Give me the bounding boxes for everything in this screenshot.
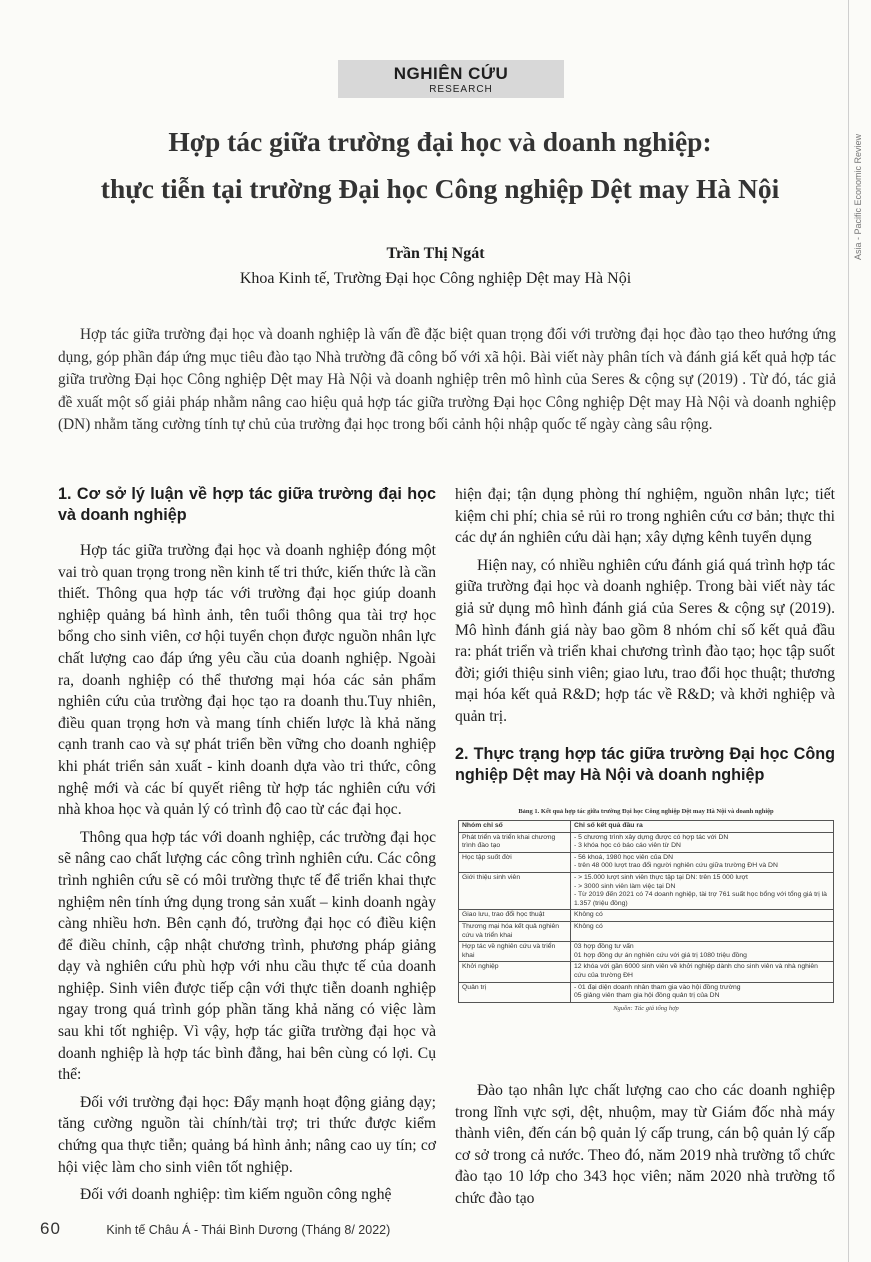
table-cell-result: - 56 khoá, 1980 học viên của DN - trên 48 000 lượt trao đổi người nghiên cứu giữa trường ĐH và DN xyxy=(571,852,834,872)
abstract: Hợp tác giữa trường đại học và doanh nghiệp là vấn đề đặc biệt quan trọng đối với trường đại học đào tạo theo hướng ứng dụng, góp phần đáp ứng mục tiêu đào tạo Nhà trường đã công bố với xã hội. Bài viết này phân tích và đánh giá kết quả hợp tác giữa trường Đại học Công nghiệp Dệt may Hà Nội và doanh nghiệp trên mô hình của Seres & cộng sự (2019) . Từ đó, tác giả đề xuất một số giải pháp nhằm nâng cao hiệu quả hợp tác giữa trường Đại học Công nghiệp Dệt may Hà Nội và doanh nghiệp (DN) nhằm tăng cường tính tự chủ của trường đại học trong bối cảnh hội nhập quốc tế ngày càng sâu rộng. xyxy=(58,326,836,434)
paragraph: Hợp tác giữa trường đại học và doanh nghiệp đóng một vai trò quan trọng trong nền kinh tế tri thức, kiến thức là cần thiết. Thông qua hợp tác với trường đại học giúp doanh nghiệp quảng bá hình ảnh, tên tuổi thông qua tài trợ học bổng cho sinh viên, cơ hội tuyển chọn được nguồn nhân lực chất lượng cao đáp ứng yêu cầu của doanh nghiệp. Ngoài ra, doanh nghiệp có thể thương mại hóa các sản phẩm nghiên cứu của trường đại học tạo ra doanh thu.Tuy nhiên, điều quan trọng hơn và mang tính chiến lược là khả năng cạnh tranh cao và sự phát triển bền vững cho doanh nghiệp khi phát triển sản xuất - kinh doanh dựa vào tri thức, công nghệ mới và các bí quyết riêng từ hợp tác nghiên cứu với nhà khoa học và quản lý có trình độ cao từ các đại học. xyxy=(58,542,436,819)
section-label-vn: NGHIÊN CỨU xyxy=(393,64,509,83)
article-title xyxy=(60,118,820,212)
table-cell-result: 03 hợp đồng tư vấn 01 hợp đồng dự án nghiên cứu với giá trị 1080 triệu đồng xyxy=(571,942,834,962)
results-table-box xyxy=(458,808,834,1012)
table-row xyxy=(459,910,834,922)
table-header-group: Nhóm chỉ số xyxy=(459,821,571,833)
table-row xyxy=(459,852,834,872)
paragraph: Đào tạo nhân lực chất lượng cao cho các doanh nghiệp trong lĩnh vực sợi, dệt, nhuộm, may từ Giám đốc nhà máy thành viên, đến cán bộ quản lý cấp trung, cán bộ quản lý cấp cơ sở trong cả nước. Theo đó, năm 2019 nhà trường tổ chức đào tạo 10 lớp cho 343 học viên; năm 2020 nhà trường tổ chức đào tạo xyxy=(455,1082,835,1207)
margin-rule xyxy=(848,0,849,1262)
paragraph: Thông qua hợp tác với doanh nghiệp, các trường đại học sẽ nâng cao chất lượng các công trình nghiên cứu. Các công trình nghiên cứu sẽ có môi trường thực tế để triển khai thực nghiệm nên tính ứng dụng trong sản xuất – kinh doanh ngày càng nhiều hơn. Bên cạnh đó, trường đại học có điều kiện để điều chỉnh, cập nhật chương trình, phương pháp giảng dạy và nghiên cứu phù hợp với nhu cầu thực tế của doanh nghiệp. Sinh viên được tiếp cận với thực tiễn doanh nghiệp ngay trong quá trình góp phần tăng khả năng có việc làm sau khi tốt nghiệp. Vì vậy, hợp tác giữa trường đại học và doanh nghiệp là hợp tác bình đẳng, hai bên cùng có lợi. Cụ thể: xyxy=(58,828,436,1084)
results-table xyxy=(458,820,834,1003)
table-row xyxy=(459,982,834,1002)
footer-issue: (Tháng 8/ 2022) xyxy=(301,1223,391,1237)
page-number: 60 xyxy=(40,1219,61,1238)
table-source: Nguồn: Tác giả tổng hợp xyxy=(613,1004,679,1012)
paragraph: Đối với doanh nghiệp: tìm kiếm nguồn công nghệ xyxy=(80,1186,392,1204)
section-1-heading: 1. Cơ sở lý luận về hợp tác giữa trường đại học và doanh nghiệp xyxy=(58,485,436,524)
right-column-bottom xyxy=(455,1080,835,1216)
footer-journal: Kinh tế Châu Á - Thái Bình Dương xyxy=(106,1223,298,1237)
section-2-heading: 2. Thực trạng hợp tác giữa trường Đại học Công nghiệp Dệt may Hà Nội và doanh nghiệp xyxy=(455,745,835,784)
title-line-2: thực tiễn tại trường Đại học Công nghiệp Dệt may Hà Nội xyxy=(100,173,780,204)
table-row xyxy=(459,921,834,941)
table-cell-group: Quản trị xyxy=(459,982,571,1002)
table-cell-result: - 01 đại diện doanh nhân tham gia vào hội đồng trường 05 giảng viên tham gia hội đồng quản trị của DN xyxy=(571,982,834,1002)
table-cell-group: Giới thiệu sinh viên xyxy=(459,872,571,909)
table-row xyxy=(459,872,834,909)
table-body xyxy=(459,832,834,1002)
section-tag xyxy=(338,60,564,98)
table-cell-group: Thương mại hóa kết quả nghiên cứu và triển khai xyxy=(459,921,571,941)
table-cell-result: Không có xyxy=(571,921,834,941)
paragraph: Hiện nay, có nhiều nghiên cứu đánh giá quá trình hợp tác giữa trường đại học và doanh nghiệp. Trong bài viết này tác giả sử dụng mô hình đánh giá của Seres & cộng sự (2019). Mô hình đánh giá này bao gồm 8 nhóm chỉ số kết quả đầu ra: phát triển và triển khai chương trình đào tạo; học tập suốt đời; giới thiệu sinh viên; giao lưu, trao đổi học thuật; thương mại hóa kết quả R&D; hợp tác về R&D; và khởi nghiệp và quản trị. xyxy=(455,556,835,725)
table-header-result: Chỉ số kết quả đầu ra xyxy=(571,821,834,833)
table-cell-group: Học tập suốt đời xyxy=(459,852,571,872)
table-cell-result: - > 15.000 lượt sinh viên thực tập tại DN: trên 15 000 lượt - > 3000 sinh viên làm việc tại DN - Từ 2019 đến 2021 có 74 doanh nghiệp, tài trợ 761 suất học bổng với tổng giá trị là 1.357 (triệu đồng) xyxy=(571,872,834,909)
table-cell-group: Phát triển và triển khai chương trình đào tạo xyxy=(459,832,571,852)
table-cell-group: Khởi nghiệp xyxy=(459,962,571,982)
author-name: Trần Thị Ngát xyxy=(386,245,485,262)
table-row xyxy=(459,962,834,982)
table-row xyxy=(459,832,834,852)
table-cell-group: Giao lưu, trao đổi học thuật xyxy=(459,910,571,922)
side-journal-title: Asia - Pacific Economic Review xyxy=(853,133,863,260)
paragraph: Đối với trường đại học: Đẩy mạnh hoạt động giảng dạy; tăng cường nguồn tài chính/tài trợ; tri thức được kiểm chứng qua thực tiễn; quảng bá hình ảnh; nâng cao uy tín; cơ hội việc làm cho sinh viên tốt nghiệp. xyxy=(58,1093,436,1176)
author-affiliation: Khoa Kinh tế, Trường Đại học Công nghiệp Dệt may Hà Nội xyxy=(239,270,632,287)
table-cell-result: Không có xyxy=(571,910,834,922)
table-caption: Bảng 1. Kết quả hợp tác giữa trường Đại học Công nghiệp Dệt may Hà Nội và doanh nghiệp xyxy=(518,808,774,815)
table-cell-result: - 5 chương trình xây dựng được có hợp tác với DN - 3 khóa học có báo cáo viên từ DN xyxy=(571,832,834,852)
left-column xyxy=(58,484,436,1212)
right-column-top xyxy=(455,484,835,734)
section-label-en: RESEARCH xyxy=(429,84,493,95)
table-row xyxy=(459,942,834,962)
table-cell-group: Hợp tác về nghiên cứu và triển khai xyxy=(459,942,571,962)
section-2-heading-wrap xyxy=(455,744,835,800)
table-cell-result: 12 khóa với gần 6000 sinh viên về khởi nghiệp dành cho sinh viên và nhà nghiên cứu của trường ĐH xyxy=(571,962,834,982)
paragraph: hiện đại; tận dụng phòng thí nghiệm, nguồn nhân lực; tiết kiệm chi phí; chia sẻ rủi ro trong nghiên cứu cơ bản; thực thi các dự án nghiên cứu dài hạn; xây dựng kênh tuyển dụng xyxy=(455,486,835,547)
title-line-1: Hợp tác giữa trường đại học và doanh nghiệp: xyxy=(168,126,712,157)
page-footer xyxy=(40,1219,390,1239)
